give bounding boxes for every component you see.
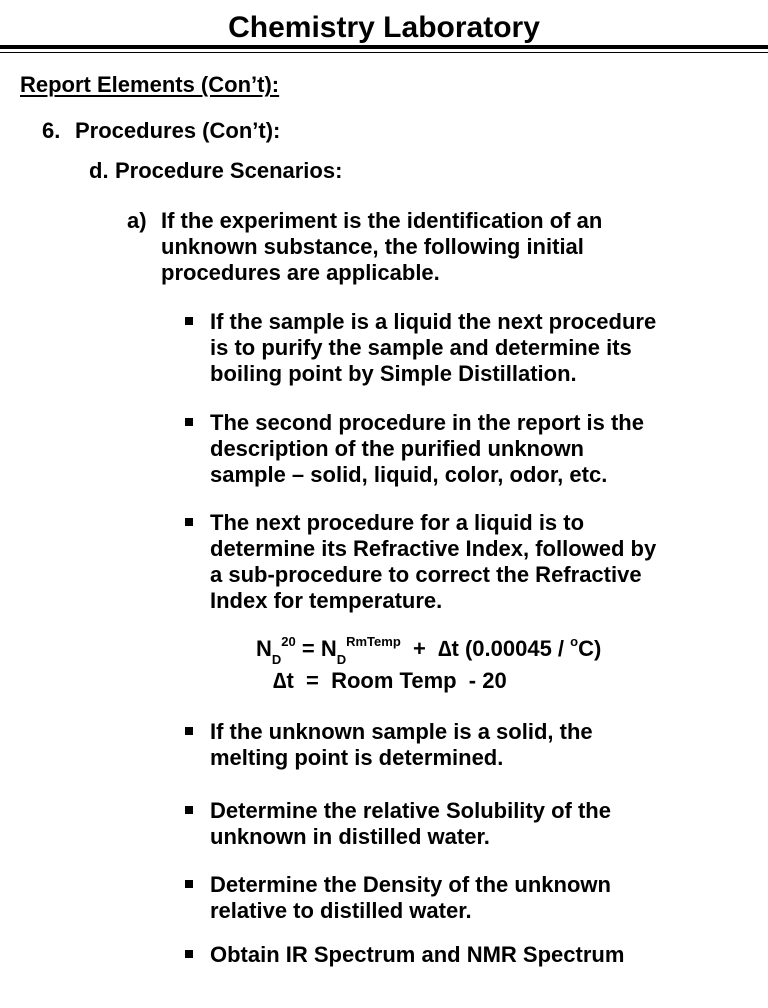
eq-celsius: C) xyxy=(578,636,602,661)
item-a-number: a) xyxy=(127,208,147,233)
item-6-text: Procedures (Con’t): xyxy=(75,118,281,143)
delta-icon: ∆ xyxy=(273,668,287,693)
section-heading: Report Elements (Con’t): xyxy=(20,72,280,97)
eq-sub-d: D xyxy=(271,652,282,668)
bullet-square-icon xyxy=(185,806,193,814)
item-6-number: 6. xyxy=(42,118,61,143)
bullet-line: Index for temperature. xyxy=(210,588,443,613)
bullet-line: unknown in distilled water. xyxy=(210,824,490,849)
eq-n: N xyxy=(256,636,272,661)
delta-icon: ∆ xyxy=(438,636,452,661)
eq-n: N xyxy=(320,636,337,661)
bullet-square-icon xyxy=(185,950,193,958)
item-a-line: unknown substance, the following initial xyxy=(161,234,584,259)
bullet-line: Obtain IR Spectrum and NMR Spectrum xyxy=(210,942,625,967)
bullet-item xyxy=(210,410,644,488)
bullet-item xyxy=(210,309,656,387)
eq-degree: o xyxy=(570,633,579,649)
bullet-line: The second procedure in the report is the xyxy=(210,410,644,435)
bullet-square-icon xyxy=(185,317,193,325)
item-a-line: If the experiment is the identification of an xyxy=(161,208,603,233)
bullet-line: description of the purified unknown xyxy=(210,436,584,461)
eq-plus: + xyxy=(400,636,439,661)
bullet-item xyxy=(210,872,611,924)
bullet-line: boiling point by Simple Distillation. xyxy=(210,361,577,386)
bullet-item xyxy=(210,942,624,968)
page-title: Chemistry Laboratory xyxy=(228,11,540,44)
item-d-number: d. xyxy=(89,158,109,183)
bullet-line: sample – solid, liquid, color, odor, etc. xyxy=(210,462,608,487)
bullet-line: The next procedure for a liquid is to xyxy=(210,510,585,535)
bullet-line: If the unknown sample is a solid, the xyxy=(210,719,593,744)
eq-t: t xyxy=(451,636,459,661)
bullet-line: melting point is determined. xyxy=(210,745,504,770)
eq-sub-d: D xyxy=(336,652,347,668)
bullet-line: Determine the Density of the unknown xyxy=(210,872,611,897)
bullet-square-icon xyxy=(185,518,193,526)
title-rule-thick xyxy=(0,45,768,49)
item-d-text: Procedure Scenarios: xyxy=(115,158,343,183)
title-rule-thin xyxy=(0,52,768,53)
eq-sup-20: 20 xyxy=(281,633,296,649)
item-a-text xyxy=(161,208,602,286)
bullet-item xyxy=(210,510,656,614)
bullet-line: relative to distilled water. xyxy=(210,898,472,923)
bullet-square-icon xyxy=(185,880,193,888)
bullet-line: Determine the relative Solubility of the xyxy=(210,798,611,823)
eq-equals: = xyxy=(295,636,321,661)
bullet-square-icon xyxy=(185,418,193,426)
eq-sup-rmtemp: RmTemp xyxy=(346,633,401,649)
bullet-item xyxy=(210,719,593,771)
delta-t-equation xyxy=(273,668,507,694)
bullet-square-icon xyxy=(185,727,193,735)
bullet-line: If the sample is a liquid the next procedure xyxy=(210,309,657,334)
bullet-line: is to purify the sample and determine its xyxy=(210,335,632,360)
refractive-index-equation xyxy=(256,633,602,668)
eq-line2: t = Room Temp - 20 xyxy=(286,668,507,693)
eq-factor: (0.00045 / xyxy=(458,636,571,661)
bullet-line: a sub-procedure to correct the Refractive xyxy=(210,562,642,587)
bullet-line: determine its Refractive Index, followed by xyxy=(210,536,657,561)
item-a-line: procedures are applicable. xyxy=(161,260,440,285)
bullet-item xyxy=(210,798,611,850)
